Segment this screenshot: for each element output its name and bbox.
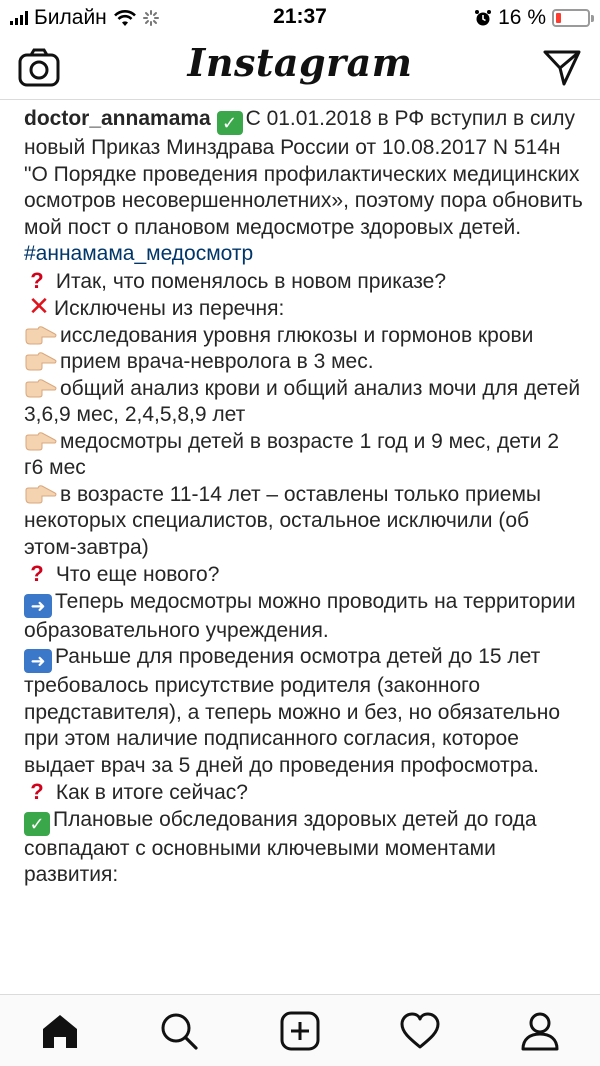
list-item: исследования уровня глюкозы и гормонов крови	[24, 323, 584, 350]
right-arrow-icon: ➜	[24, 649, 52, 673]
alarm-icon	[474, 9, 492, 27]
app-logo: Instagram	[187, 40, 413, 85]
tab-add-post[interactable]	[278, 1009, 322, 1053]
search-icon	[159, 1011, 199, 1051]
status-bar	[0, 0, 600, 36]
bottom-tab-bar	[0, 994, 600, 1066]
list-item: общий анализ крови и общий анализ мочи для детей 3,6,9 мес, 2,4,5,8,9 лет	[24, 376, 581, 426]
question-line-2: ? Что еще нового?	[24, 561, 584, 589]
list-item: в возрасте 11-14 лет – оставлены только приемы некоторых специалистов, остальное исключили (об этом-завтра)	[24, 482, 542, 559]
top-nav-bar	[0, 36, 600, 100]
tab-activity[interactable]	[398, 1009, 442, 1053]
carrier-name: Билайн	[34, 6, 107, 29]
pointing-hand-icon	[24, 484, 58, 504]
pointing-hand-icon	[24, 351, 58, 371]
final-line: ✓ Плановые обследования здоровых детей до года совпадают с основными ключевыми моментами развития:	[24, 807, 537, 886]
pointing-hand-icon	[24, 378, 58, 398]
question-mark-icon: ?	[30, 267, 44, 293]
battery-percent: 16 %	[498, 6, 546, 29]
question-line-3: ? Как в итоге сейчас?	[24, 779, 584, 807]
status-time: 21:37	[273, 5, 327, 28]
right-arrow-icon: ➜	[24, 594, 52, 618]
tab-home[interactable]	[38, 1009, 82, 1053]
question-mark-icon: ?	[30, 779, 44, 804]
battery-icon	[552, 9, 590, 27]
list-item: прием врача-невролога в 3 мес.	[24, 349, 584, 376]
list-item: ➜ Теперь медосмотры можно проводить на территории образовательного учреждения.	[24, 589, 576, 642]
hashtag-line	[24, 241, 584, 268]
check-mark-icon: ✓	[24, 812, 50, 836]
tab-profile[interactable]	[518, 1009, 562, 1053]
post-username[interactable]: doctor_annamama	[24, 107, 211, 130]
list-item: ➜ Раньше для проведения осмотра детей до 15 лет требовалось присутствие родителя (законного представителя), а теперь можно и без, но обязательно при этом наличие подписанного согласия, которое выдает врач за 5 дней до проведения профосмотра.	[24, 645, 561, 777]
home-icon	[40, 1012, 80, 1050]
check-mark-icon: ✓	[217, 111, 243, 135]
heart-icon	[399, 1012, 441, 1050]
post-caption	[24, 106, 584, 994]
direct-send-icon[interactable]	[542, 49, 582, 87]
intro-text: С 01.01.2018 в РФ вступил в силу новый Приказ Минздрава России от 10.08.2017 N 514н "О Порядке проведения профилактических медицинских осмотров несовершеннолетних», поэтому пора обновить мой пост о плановом медосмотре здоровых детей.	[24, 107, 583, 239]
profile-icon	[520, 1011, 560, 1051]
add-post-icon	[280, 1011, 320, 1051]
list-item: медосмотры детей в возрасте 1 год и 9 мес, дети 2 г6 мес	[24, 429, 560, 479]
hashtag-link[interactable]: #аннамама_медосмотр	[24, 242, 254, 265]
cross-mark-icon: ✕	[28, 291, 50, 321]
pointing-hand-icon	[24, 325, 58, 345]
pointing-hand-icon	[24, 431, 58, 451]
caption-intro	[24, 106, 584, 241]
excluded-title-line: ✕ Исключены из перечня:	[24, 295, 584, 323]
status-right	[474, 6, 590, 30]
question-line-1: ? Итак, что поменялось в новом приказе?	[24, 268, 584, 296]
question-mark-icon: ?	[30, 561, 44, 586]
tab-search[interactable]	[157, 1009, 201, 1053]
